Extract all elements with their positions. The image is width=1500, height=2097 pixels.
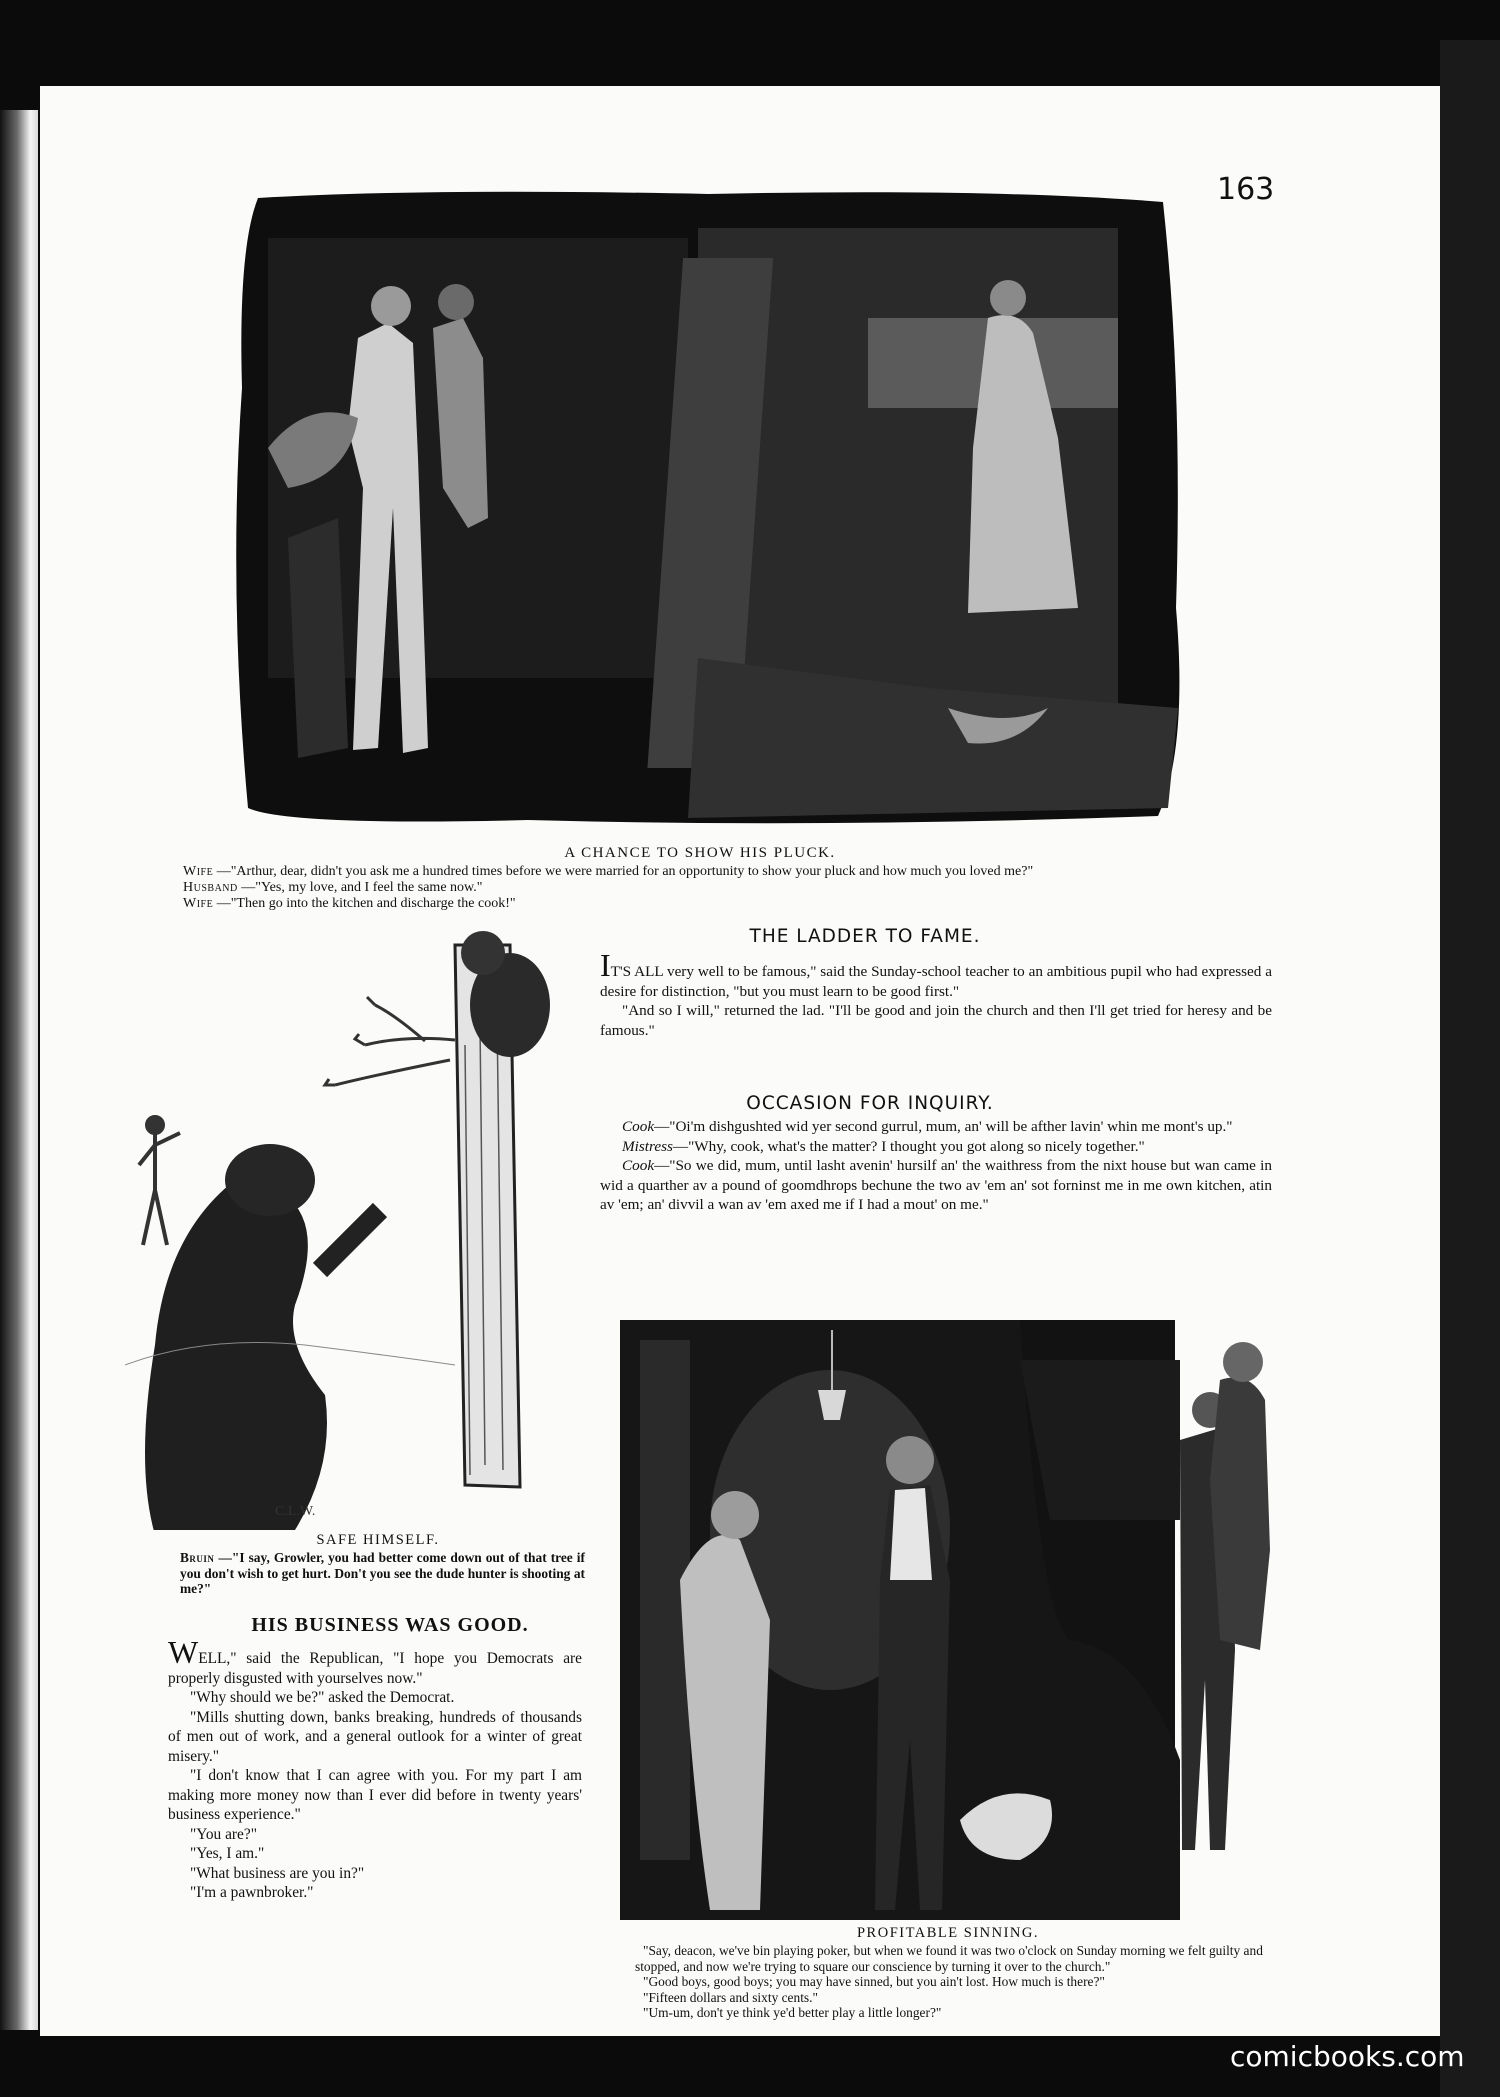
paragraph: Mistress—"Why, cook, what's the matter? I thought you got along so nicely together." — [622, 1137, 1145, 1155]
caption-dialogue — [635, 1943, 1280, 2021]
dialogue-line: "Fifteen dollars and sixty cents." — [643, 1989, 818, 2005]
article-body — [168, 1634, 582, 1903]
article-body — [600, 947, 1272, 1040]
caption-title: A CHANCE TO SHOW HIS PLUCK. — [564, 845, 836, 861]
article-body — [600, 1117, 1272, 1215]
watermark: comicbooks.com — [1230, 2040, 1465, 2073]
illustration-safe-himself — [125, 925, 595, 1530]
paragraph: "What business are you in?" — [190, 1864, 365, 1882]
paragraph: "Why should we be?" asked the Democrat. — [190, 1689, 455, 1706]
illustration-chance-pluck — [228, 188, 1188, 826]
scan-border — [1440, 40, 1500, 2097]
caption-title: PROFITABLE SINNING. — [856, 1925, 1039, 1941]
article-heading: THE LADDER TO FAME. — [749, 926, 981, 947]
article-heading: OCCASION FOR INQUIRY. — [746, 1093, 994, 1114]
dialogue-line: Wife —"Then go into the kitchen and discharge the cook!" — [183, 896, 516, 911]
dialogue-line: "Um-um, don't ye think ye'd better play a little longer?" — [643, 2005, 942, 2020]
paragraph: WELL," said the Republican, "I hope you Democrats are properly disgusted with yourselves now." — [168, 1634, 582, 1687]
caption-title: SAFE HIMSELF. — [316, 1532, 440, 1548]
paragraph: "I don't know that I can agree with you. For my part I am making more money now than I ever did before in twenty years' business experience." — [168, 1767, 582, 1823]
dialogue-line: Husband —"Yes, my love, and I feel the same now." — [183, 880, 483, 895]
paragraph: Cook—"So we did, mum, until lasht avenin' hursilf an' the waithress from the nixt house but wan came in wid a quarther av a pound of goomdhrops bechune the two av 'em an' sot forninst me in me own kitchen, atin av 'em; an' divvil a wan av 'em axed me if I had a mout' on me." — [600, 1157, 1272, 1214]
paragraph: "And so I will," returned the lad. "I'll be good and join the church and then I'll get tried for heresy and be famous." — [600, 1002, 1272, 1039]
paragraph: "You are?" — [190, 1825, 257, 1843]
drop-cap: W — [168, 1634, 199, 1670]
illustration-profitable-sinning — [620, 1320, 1300, 1920]
paragraph: "Mills shutting down, banks breaking, hundreds of thousands of men out of work, and a general outlook for a winter of great misery." — [168, 1708, 582, 1765]
paragraph: "Yes, I am." — [190, 1845, 265, 1862]
drop-cap: I — [600, 947, 611, 983]
paragraph: IT'S ALL very well to be famous," said the Sunday-school teacher to an ambitious pupil who had expressed a desire for distinction, "but you must learn to be good first." — [600, 947, 1272, 1000]
caption-dialogue: Bruin —"I say, Growler, you had better come down out of that tree if you don't wish to get hurt. Don't you see the dude hunter is shooting at me?" — [180, 1550, 585, 1596]
page-number: 163 — [1217, 172, 1275, 207]
artist-signature: C.L.W. — [275, 1504, 316, 1519]
book-spine — [0, 110, 38, 2030]
paragraph: Cook—"Oi'm dishgushted wid yer second gurrul, mum, an' will be afther lavin' whin me mont's up." — [622, 1118, 1233, 1135]
article-heading: HIS BUSINESS WAS GOOD. — [251, 1614, 529, 1636]
dialogue-line: "Good boys, good boys; you may have sinned, but you ain't lost. How much is there?" — [643, 1974, 1105, 1989]
dialogue-line: Wife —"Arthur, dear, didn't you ask me a hundred times before we were married for an opportunity to show your pluck and how much you loved me?" — [183, 864, 1034, 879]
paragraph: "I'm a pawnbroker." — [190, 1884, 314, 1901]
dialogue-line: "Say, deacon, we've bin playing poker, but when we found it was two o'clock on Sunday morning we felt guilty and stopped, and now we're trying to square our conscience by turning it over to the church." — [635, 1943, 1263, 1974]
caption-dialogue — [183, 864, 1263, 912]
